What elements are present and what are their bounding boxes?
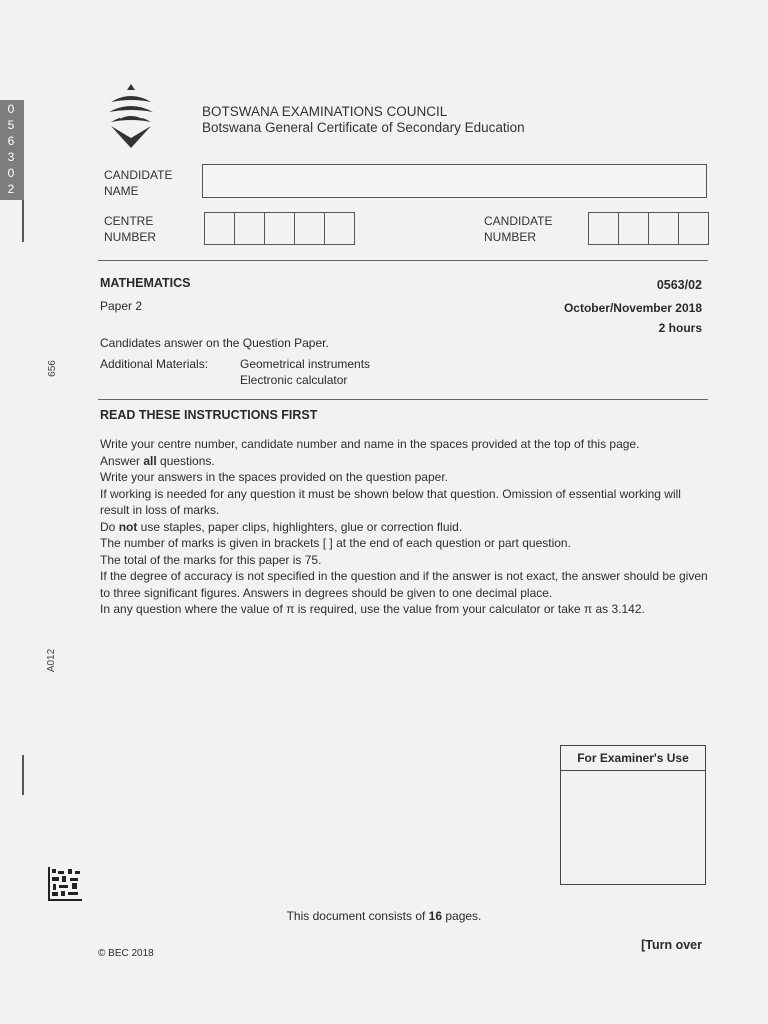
material-item: Geometrical instruments — [240, 357, 371, 371]
side-code-digit: 0 — [7, 102, 15, 116]
copyright: © BEC 2018 — [98, 948, 154, 959]
examiner-use-box — [560, 745, 706, 885]
centre-number-digit[interactable] — [325, 213, 354, 244]
instruction-line: Answer all questions. — [100, 453, 215, 468]
exam-duration: 2 hours — [658, 321, 702, 335]
candidate-number-digit[interactable] — [649, 213, 679, 244]
materials-label: Additional Materials: — [100, 357, 209, 371]
divider — [98, 260, 708, 261]
page-count-note: This document consists of 16 pages. — [286, 909, 482, 923]
datamatrix-code — [48, 867, 82, 901]
margin-code: 656 — [46, 360, 58, 377]
centre-number-digit[interactable] — [265, 213, 295, 244]
instructions-heading: READ THESE INSTRUCTIONS FIRST — [100, 408, 318, 422]
divider — [98, 399, 708, 400]
centre-number-label: CENTRE NUMBER — [104, 214, 157, 244]
side-code-digit: 6 — [7, 134, 15, 148]
material-item: Electronic calculator — [240, 373, 348, 387]
instruction-line: If working is needed for any question it must be shown below that question. Omission of essential working will result in loss of marks. — [100, 486, 681, 517]
bec-logo — [106, 84, 156, 150]
side-code-digit: 3 — [7, 150, 15, 164]
council-name: BOTSWANA EXAMINATIONS COUNCIL — [202, 104, 448, 119]
side-code-digit: 0 — [7, 166, 15, 180]
subject: MATHEMATICS — [100, 276, 191, 290]
margin-code: A012 — [46, 648, 58, 673]
edge-mark — [22, 755, 24, 795]
instruction-line: In any question where the value of π is required, use the value from your calculator or take π as 3.142. — [100, 602, 645, 616]
candidate-name-label: CANDIDATE NAME — [104, 168, 173, 198]
centre-number-digit[interactable] — [295, 213, 325, 244]
answer-note: Candidates answer on the Question Paper. — [100, 336, 329, 350]
paper-number: Paper 2 — [100, 299, 143, 313]
candidate-number-digit[interactable] — [589, 213, 619, 244]
instructions-body — [100, 436, 710, 618]
centre-number-digit[interactable] — [235, 213, 265, 244]
centre-number-digit[interactable] — [205, 213, 235, 244]
paper-code: 0563/02 — [656, 278, 702, 292]
examiner-use-title: For Examiner's Use — [561, 746, 705, 771]
candidate-number-digit[interactable] — [679, 213, 708, 244]
turn-over: [Turn over — [641, 938, 702, 952]
instruction-line: Write your answers in the spaces provided on the question paper. — [100, 470, 448, 484]
centre-number-field[interactable] — [204, 212, 355, 245]
instruction-line: The total of the marks for this paper is 75. — [100, 552, 322, 567]
candidate-number-label: CANDIDATE NUMBER — [484, 214, 553, 244]
candidate-number-digit[interactable] — [619, 213, 649, 244]
side-code-digit: 5 — [7, 118, 15, 132]
candidate-number-field[interactable] — [588, 212, 709, 245]
side-code-digit: 2 — [7, 182, 15, 196]
candidate-name-field[interactable] — [202, 164, 707, 198]
instruction-line: The number of marks is given in brackets [ ] at the end of each question or part question. — [100, 536, 571, 550]
edge-mark — [22, 200, 24, 242]
certificate-name: Botswana General Certificate of Secondary Education — [202, 120, 525, 135]
instruction-line: Write your centre number, candidate number and name in the spaces provided at the top of this page. — [100, 437, 640, 451]
instruction-line: Do not use staples, paper clips, highlighters, glue or correction fluid. — [100, 519, 463, 534]
exam-session: October/November 2018 — [563, 301, 702, 315]
instruction-line: If the degree of accuracy is not specified in the question and if the answer is not exact, the answer should be given to three significant figures. Answers in degrees should be given to one decimal place. — [100, 569, 708, 600]
